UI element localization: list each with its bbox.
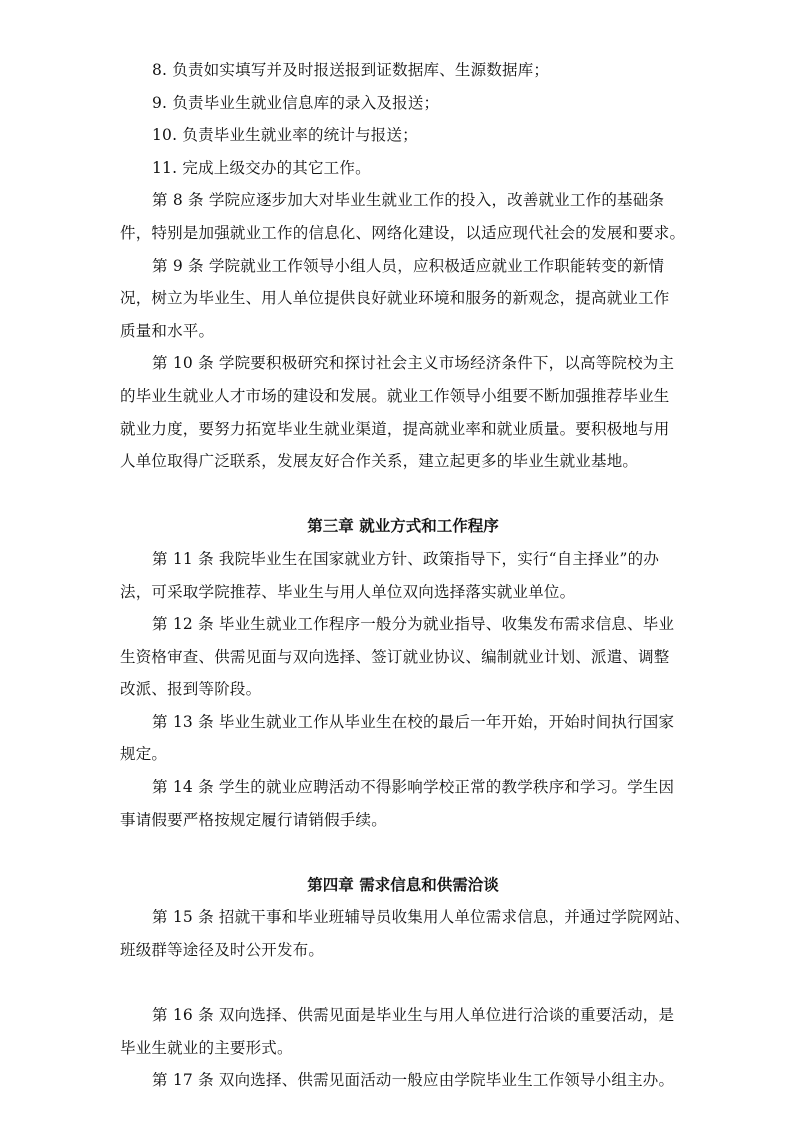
spacer (120, 836, 686, 869)
article-9-line-3: 质量和水平。 (120, 321, 215, 340)
article-11-line-1: 第 11 条 我院毕业生在国家就业方针、政策指导下，实行“自主择业”的办 (152, 549, 660, 568)
article-14-line-1: 第 14 条 学生的就业应聘活动不得影响学校正常的教学秩序和学习。学生因 (152, 778, 675, 797)
article-9-line-1: 第 9 条 学院就业工作领导小组人员，应积极适应就业工作职能转变的新情 (152, 256, 665, 275)
spacer (120, 478, 686, 511)
list-item-11: 11. 完成上级交办的其它工作。 (152, 158, 371, 177)
article-10-line-3: 就业力度，要努力拓宽毕业生就业渠道，提高就业率和就业质量。要积极地与用 (120, 419, 670, 438)
article-13-line-1: 第 13 条 毕业生就业工作从毕业生在校的最后一年开始，开始时间执行国家 (152, 712, 675, 731)
article-12-line-3: 改派、报到等阶段。 (120, 680, 262, 699)
article-11-line-2: 法，可采取学院推荐、毕业生与用人单位双向选择落实就业单位。 (120, 582, 576, 601)
article-14-line-2: 事请假要严格按规定履行请销假手续。 (120, 810, 387, 829)
article-12-line-2: 生资格审查、供需见面与双向选择、签订就业协议、编制就业计划、派遣、调整 (120, 647, 670, 666)
article-16-line-2: 毕业生就业的主要形式。 (120, 1038, 293, 1057)
article-12-line-1: 第 12 条 毕业生就业工作程序一般分为就业指导、收集发布需求信息、毕业 (152, 615, 675, 634)
article-8-line-2: 件，特别是加强就业工作的信息化、网络化建设，以适应现代社会的发展和要求。 (120, 223, 686, 242)
article-15-line-2: 班级群等途径及时公开发布。 (120, 941, 325, 960)
article-15-line-1: 第 15 条 招就干事和毕业班辅导员收集用人单位需求信息，并通过学院网站、 (152, 908, 690, 927)
chapter-3-heading: 第三章 就业方式和工作程序 (307, 516, 499, 536)
article-8-line-1: 第 8 条 学院应逐步加大对毕业生就业工作的投入，改善就业工作的基础条 (152, 191, 665, 210)
article-10-line-1: 第 10 条 学院要积极研究和探讨社会主义市场经济条件下，以高等院校为主 (152, 354, 675, 373)
spacer (120, 967, 686, 1000)
list-item-8: 8. 负责如实填写并及时报送报到证数据库、生源数据库； (152, 61, 550, 79)
list-item-9: 9. 负责毕业生就业信息库的录入及报送； (152, 93, 440, 112)
article-10-line-4: 人单位取得广泛联系，发展友好合作关系，建立起更多的毕业生就业基地。 (120, 452, 639, 471)
article-10-line-2: 的毕业生就业人才市场的建设和发展。就业工作领导小组要不断加强推荐毕业生 (120, 386, 670, 405)
article-17-line-1: 第 17 条 双向选择、供需见面活动一般应由学院毕业生工作领导小组主办。 (152, 1071, 675, 1090)
list-item-10: 10. 负责毕业生就业率的统计与报送； (152, 126, 418, 145)
article-13-line-2: 规定。 (120, 745, 168, 764)
chapter-4-heading: 第四章 需求信息和供需洽谈 (307, 874, 499, 894)
article-16-line-1: 第 16 条 双向选择、供需见面是毕业生与用人单位进行洽谈的重要活动，是 (152, 1006, 675, 1025)
document-page (120, 54, 690, 1097)
article-9-line-2: 况，树立为毕业生、用人单位提供良好就业环境和服务的新观念，提高就业工作 (120, 289, 670, 308)
